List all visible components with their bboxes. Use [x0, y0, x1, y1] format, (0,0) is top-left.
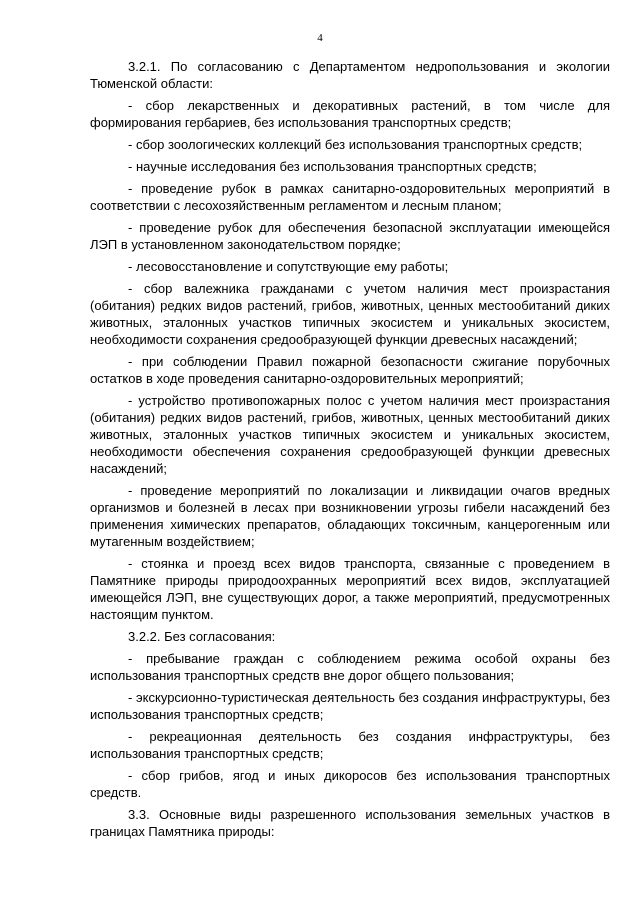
paragraph: - рекреационная деятельность без создания инфраструктуры, без использования транспортных средств;: [90, 729, 610, 761]
paragraph: - пребывание граждан с соблюдением режима особой охраны без использования транспортных средств вне дорог общего пользования;: [90, 651, 610, 683]
paragraph: - проведение рубок в рамках санитарно-оздоровительных мероприятий в соответствии с лесохозяйственным регламентом и лесным планом;: [90, 181, 610, 213]
paragraph: 3.2.1. По согласованию с Департаментом недропользования и экологии Тюменской области:: [90, 59, 610, 91]
section-heading: 3.2.2. Без согласования:: [128, 629, 276, 644]
paragraph: - проведение мероприятий по локализации и ликвидации очагов вредных организмов и болезней в лесах при возникновении угрозы гибели насаждений без применения химических препаратов, обладающих токсичным, канцерогенным или мутагенным воздействием;: [90, 483, 610, 549]
document-body: [90, 58, 610, 845]
paragraph: - при соблюдении Правил пожарной безопасности сжигание порубочных остатков в ходе проведения санитарно-оздоровительных мероприятий;: [90, 354, 610, 386]
paragraph: - сбор лекарственных и декоративных растений, в том числе для формирования гербариев, без использования транспортных средств;: [90, 98, 610, 130]
paragraph: - экскурсионно-туристическая деятельность без создания инфраструктуры, без использования транспортных средств;: [90, 690, 610, 722]
paragraph: - устройство противопожарных полос с учетом наличия мест произрастания (обитания) редких видов растений, грибов, животных, ценных местообитаний диких животных, эталонных участков типичных экосистем и уникальных экосистем, необходимости обеспечения сохранения средообразующей функции древесных насаждений;: [90, 393, 610, 476]
paragraph: - сбор зоологических коллекций без использования транспортных средств;: [128, 137, 583, 152]
paragraph: - проведение рубок для обеспечения безопасной эксплуатации имеющейся ЛЭП в установленном законодательством порядке;: [90, 220, 610, 252]
paragraph: - лесовосстановление и сопутствующие ему работы;: [128, 259, 449, 274]
paragraph: - научные исследования без использования транспортных средств;: [128, 159, 537, 174]
section-heading: 3.3. Основные виды разрешенного использования земельных участков в границах Памятника природы:: [90, 807, 610, 839]
paragraph: - сбор грибов, ягод и иных дикоросов без использования транспортных средств.: [90, 768, 610, 800]
page-number: 4: [317, 32, 323, 44]
paragraph: - стоянка и проезд всех видов транспорта, связанные с проведением в Памятнике природы природоохранных мероприятий всех видов, эксплуатацией имеющейся ЛЭП, вне существующих дорог, а также мероприятий, предусмотренных настоящим пунктом.: [90, 556, 610, 622]
paragraph: - сбор валежника гражданами с учетом наличия мест произрастания (обитания) редких видов растений, грибов, животных, ценных местообитаний диких животных, эталонных участков типичных экосистем и уникальных экосистем, необходимости сохранения средообразующей функции древесных насаждений;: [90, 281, 610, 347]
